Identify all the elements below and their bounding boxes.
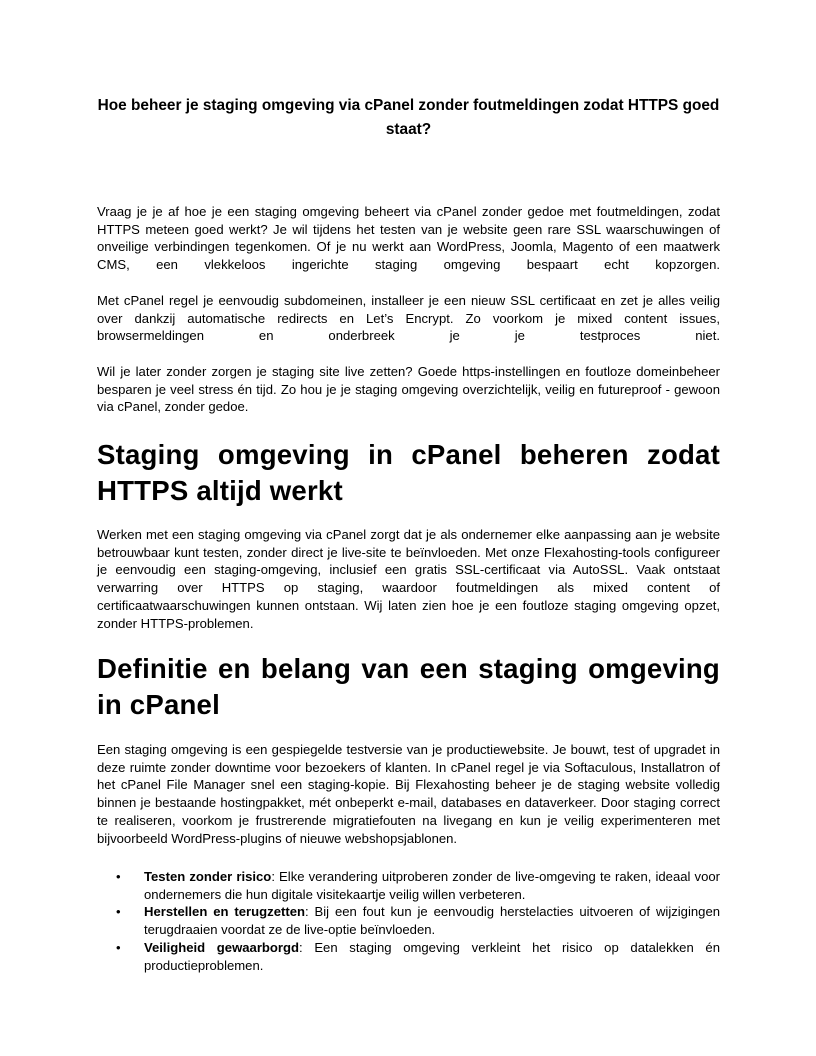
benefits-list (97, 868, 720, 974)
intro-paragraph-2: Met cPanel regel je eenvoudig subdomeinen, installeer je een nieuw SSL certificaat en zet je alles veilig over dankzij automatische redirects en Let’s Encrypt. Zo voorkom je mixed content issues, browsermeldingen en onderbreek je je testproces niet. (97, 293, 720, 344)
section2-paragraph: Een staging omgeving is een gespiegelde testversie van je productiewebsite. Je bouwt, test of upgradet in deze ruimte zonder downtime voor bezoekers of klanten. In cPanel regel je via Softaculous, Installatron of het cPanel File Manager snel een staging-kopie. Bij Flexahosting beheer je de staging website volledig binnen je bestaande hostingpakket, mét onbeperkt e-mail, databases en dataverkeer. Door staging correct te realiseren, voorkom je frustrerende migratiefouten na livegang en kun je veilig experimenteren met bijvoorbeeld WordPress-plugins of nieuwe webshopsjablonen. (97, 742, 720, 846)
bullet-icon: • (116, 869, 121, 884)
list-item-text: : Een staging omgeving verkleint het risico op datalekken én productieproblemen. (144, 939, 720, 973)
list-item-text: : Elke verandering uitproberen zonder de live-omgeving te raken, ideaal voor ondernemers die hun digitale visitekaartje veilig willen verbeteren. (144, 869, 721, 902)
section-heading-staging-https: Staging omgeving in cPanel beheren zodat HTTPS altijd werkt (97, 439, 720, 506)
document-title: Hoe beheer je staging omgeving via cPanel zonder foutmeldingen zodat HTTPS goed staat? (97, 97, 720, 138)
list-item (97, 903, 720, 938)
list-item-text: : Bij een fout kun je eenvoudig herstelacties uitvoeren of wijzigingen terugdraaien voordat ze de live-optie beïnvloeden. (144, 904, 721, 938)
bullet-icon: • (116, 939, 121, 955)
section-heading-definitie: Definitie en belang van een staging omgeving in cPanel (97, 653, 720, 720)
list-item-term: Testen zonder risico (144, 869, 272, 884)
list-item (97, 939, 720, 974)
list-item-term: Veiligheid gewaarborgd (144, 939, 300, 955)
list-item-term: Herstellen en terugzetten (144, 904, 305, 920)
bullet-icon: • (116, 904, 121, 920)
list-item (97, 868, 720, 903)
section1-paragraph: Werken met een staging omgeving via cPanel zorgt dat je als ondernemer elke aanpassing aan je website betrouwbaar kunt testen, zonder direct je live-site te beïnvloeden. Met onze Flexahosting-tools configureer je eenvoudig een staging-omgeving, inclusief een gratis SSL-certificaat via AutoSSL. Vaak ontstaat verwarring over HTTPS op staging, waardoor foutmeldingen als mixed content of certificaatwaarschuwingen kunnen ontstaan. Wij laten zien hoe je een foutloze staging omgeving opzet, zonder HTTPS-problemen. (97, 527, 720, 631)
intro-paragraph-3: Wil je later zonder zorgen je staging site live zetten? Goede https-instellingen en foutloze domeinbeheer besparen je veel stress én tijd. Zo hou je je staging omgeving overzichtelijk, veilig en futureproof - gewoon via cPanel, zonder gedoe. (97, 364, 720, 415)
intro-paragraph-1: Vraag je je af hoe je een staging omgeving beheert via cPanel zonder gedoe met foutmeldingen, zodat HTTPS meteen goed werkt? Je wil tijdens het testen van je website geen rare SSL waarschuwingen of onveilige verbindingen tegenkomen. Of je nu werkt aan WordPress, Joomla, Magento of een maatwerk CMS, een vlekkeloos ingerichte staging omgeving bespaart echt kopzorgen. (97, 204, 720, 273)
